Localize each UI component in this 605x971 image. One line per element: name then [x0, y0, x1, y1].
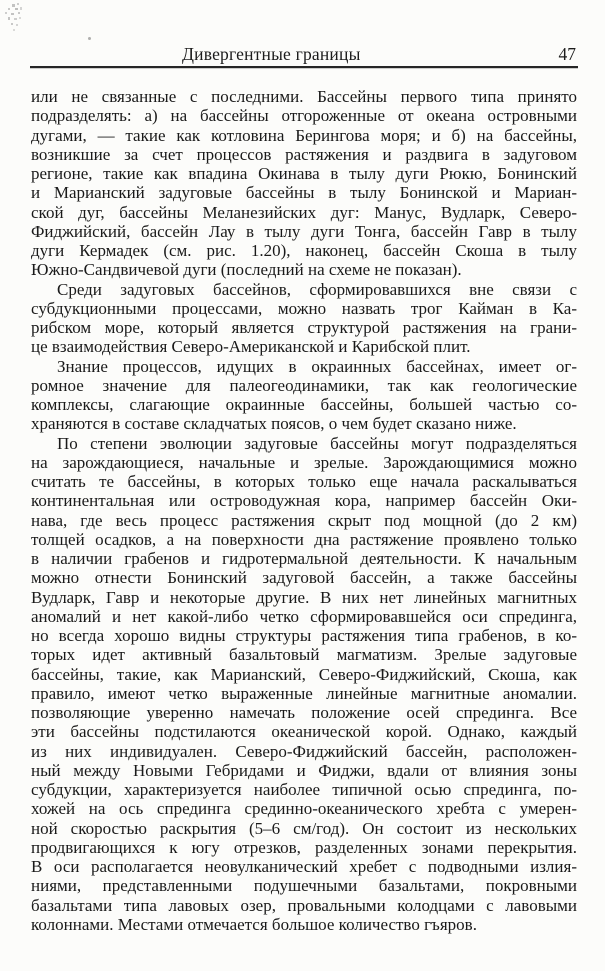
paragraph: [31, 434, 577, 935]
text-line: аномалий и нет какой-либо четко сформировавшейся оси спрединга,: [31, 606, 577, 626]
text-line: комплексы, слагающие окраинные бассейны, большей частью со-: [31, 395, 577, 414]
text-line: нава, где весь процесс растяжения скрыт под мощной (до 2 км): [31, 510, 577, 530]
text-line: регионе, такие как впадина Окинава в тылу дуги Рюкю, Бонинский: [31, 164, 577, 183]
text-line: Вудларк, Гавр и некоторые другие. В них нет линейных магнитных: [31, 587, 577, 607]
text-line: хожей на ось спрединга срединно-океанического хребта с умерен-: [31, 799, 577, 819]
text-line: или не связанные с последними. Бассейны первого типа принято: [31, 87, 577, 106]
text-line: ской дуг, бассейны Меланезийских дуг: Манус, Вудларк, Северо-: [31, 202, 577, 222]
text-line: продвигающихся к югу отрезков, разделенных зонами перекрытия.: [31, 837, 577, 857]
text-line: Южно-Сандвичевой дуги (последний на схеме не показан).: [31, 260, 462, 280]
paragraph: [31, 357, 577, 434]
text-line: Среди задуговых бассейнов, сформировавшихся вне связи с: [57, 279, 577, 299]
scan-noise-artifact: [2, 2, 50, 40]
text-line: рибском море, который является структурой растяжения на грани-: [31, 318, 577, 337]
text-line: ниями, представленными подушечными базальтами, покровными: [31, 876, 577, 896]
page-header: [31, 44, 577, 66]
text-line: торых идет активный базальтовый магматизм. Зрелые задуговые: [31, 645, 577, 665]
text-line: на зарождающиеся, начальные и зрелые. Зарождающимися можно: [31, 452, 577, 472]
page-body: [31, 87, 577, 934]
text-line: можно отнести Бонинский задуговой бассейн, а также бассейны: [31, 568, 577, 588]
text-line: правило, имеют четко выраженные линейные магнитные аномалии.: [31, 683, 577, 703]
text-line: бассейны, такие, как Марианский, Северо-Фиджийский, Скоша, как: [31, 664, 577, 684]
text-line: ной скоростью раскрытия (5–6 см/год). Он состоит из нескольких: [31, 818, 577, 838]
stray-ink-dot: [88, 37, 91, 40]
text-line: эти бассейны подстилаются океанической корой. Однако, каждый: [31, 722, 577, 742]
page-number: 47: [558, 44, 576, 64]
text-line: возникшие за счет процессов растяжения и раздвига в задуговом: [31, 144, 577, 164]
text-line: и Марианский задуговые бассейны в тылу Бонинской и Мариан-: [31, 183, 577, 203]
text-line: дугами, — такие как котловина Берингова моря; и б) на бассейны,: [31, 125, 577, 145]
text-line: субдукционными процессами, можно назвать трог Кайман в Ка-: [31, 298, 577, 318]
text-line: считать те бассейны, в которых только еще начала раскалываться: [31, 472, 577, 491]
text-line: толщей осадков, а на поверхности дна растяжение проявлено только: [31, 529, 577, 549]
running-head-title: Дивергентные границы: [182, 44, 361, 64]
text-line: в наличии грабенов и гидротермальной деятельности. К начальным: [31, 549, 577, 568]
text-line: це взаимодействия Северо-Американской и Карибской плит.: [31, 337, 471, 357]
header-rule: [30, 66, 578, 68]
text-line: колоннами. Местами отмечается большое количество гъяров.: [31, 914, 477, 934]
paragraph: [31, 280, 577, 357]
text-line: континентальная или островодужная кора, например бассейн Оки-: [31, 491, 577, 511]
text-line: подразделять: а) на бассейны отгороженные от океана островными: [31, 106, 577, 126]
text-line: но всегда хорошо видны структуры растяжения типа грабенов, в ко-: [31, 626, 577, 645]
text-line: позволяющие уверенно намечать положение осей спрединга. Все: [31, 703, 577, 722]
text-line: По степени эволюции задуговые бассейны могут подразделяться: [57, 433, 577, 453]
text-line: В оси располагается неовулканический хребет с подводными излия-: [31, 857, 577, 876]
text-line: Фиджийский, бассейн Лау в тылу дуги Тонга, бассейн Гавр в тылу: [31, 221, 577, 241]
paragraph: [31, 87, 577, 280]
text-line: храняются в составе складчатых поясов, о чем будет сказано ниже.: [31, 414, 517, 434]
text-line: ный между Новыми Гебридами и Фиджи, вдали от влияния зоны: [31, 760, 577, 780]
text-line: ромное значение для палеогеодинамики, так как геологические: [31, 375, 577, 395]
text-line: Знание процессов, идущих в окраинных бассейнах, имеет ог-: [57, 356, 577, 376]
text-line: базальтами типа лавовых озер, провальными колодцами с лавовыми: [31, 895, 577, 915]
text-line: дуги Кермадек (см. рис. 1.20), наконец, бассейн Скоша в тылу: [31, 241, 577, 260]
text-line: из них индивидуален. Северо-Фиджийский бассейн, расположен-: [31, 741, 577, 761]
text-line: субдукции, характеризуется наиболее типичной осью спрединга, по-: [31, 780, 577, 799]
